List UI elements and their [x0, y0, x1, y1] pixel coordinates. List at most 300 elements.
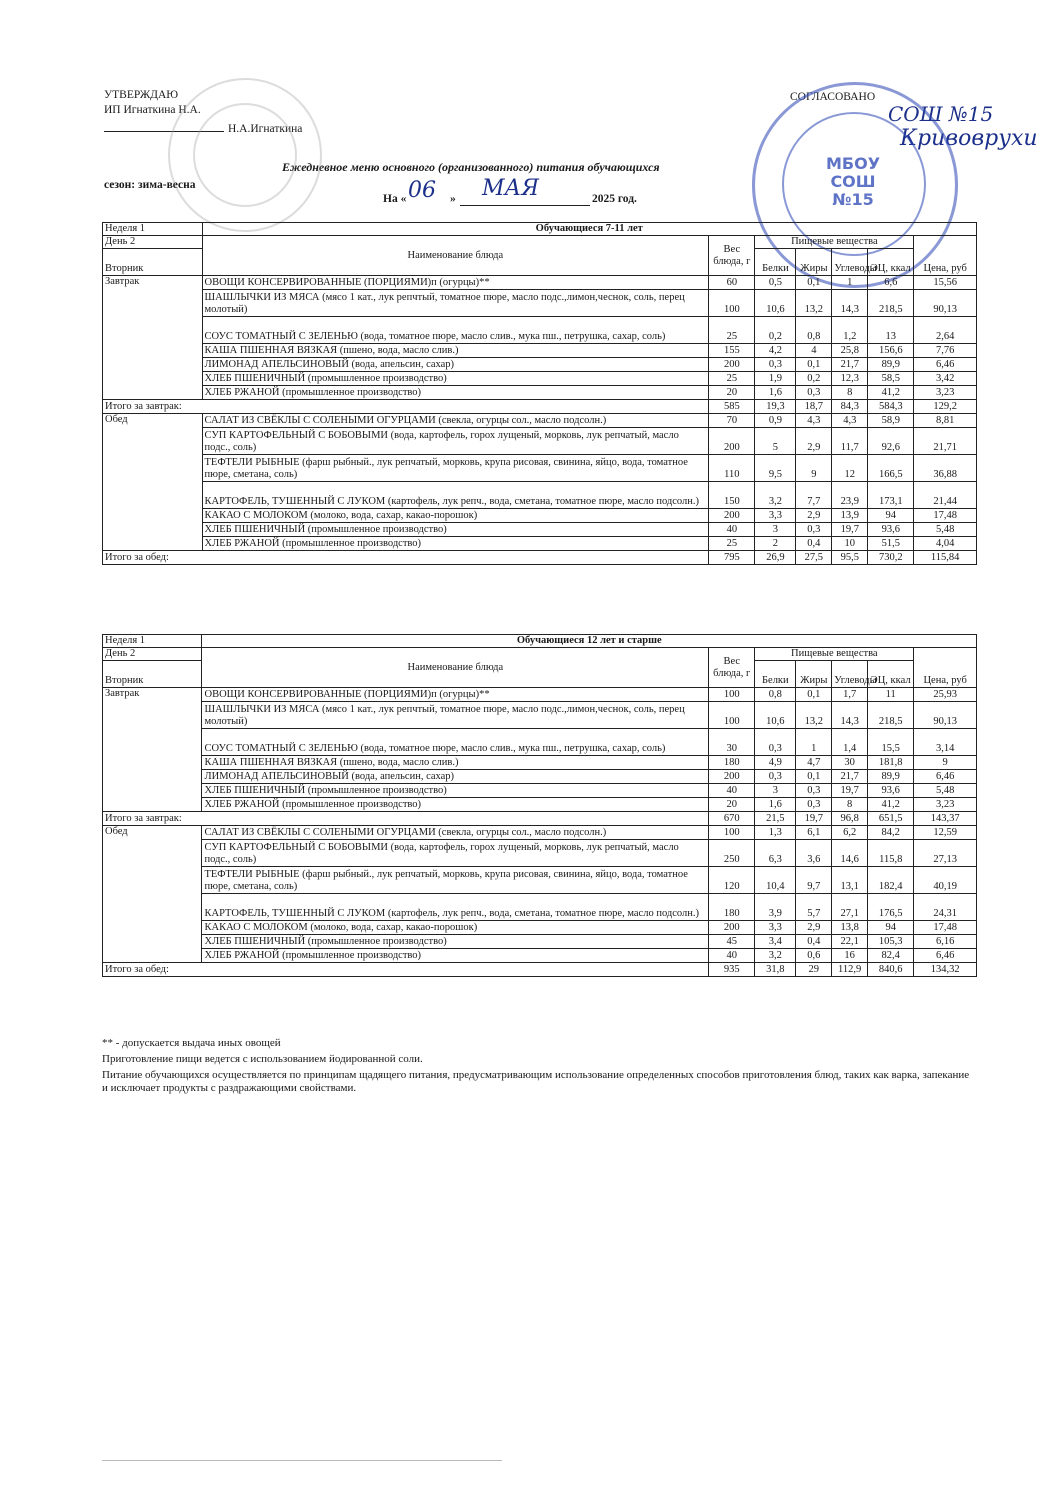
dish-value: 89,9: [868, 358, 914, 372]
dish-name: КАРТОФЕЛЬ, ТУШЕННЫЙ С ЛУКОМ (картофель, лук репч., вода, сметана, томатное пюре, масло подсолн.): [202, 894, 709, 921]
dish-value: 0,3: [796, 784, 832, 798]
header-energy: ЭЦ, ккал: [868, 661, 914, 688]
dish-value: 200: [709, 921, 755, 935]
dish-value: 2,9: [796, 509, 832, 523]
table-row-total: [103, 400, 977, 414]
dish-name: ОВОЩИ КОНСЕРВИРОВАННЫЕ (ПОРЦИЯМИ)п (огурцы)**: [202, 688, 709, 702]
header-weight: Вес блюда, г: [709, 236, 755, 276]
dish-value: 0,8: [755, 688, 796, 702]
header-protein: Белки: [755, 661, 796, 688]
dish-name: ХЛЕБ РЖАНОЙ (промышленное производство): [202, 386, 709, 400]
dish-value: 25: [709, 537, 755, 551]
dish-name: ХЛЕБ РЖАНОЙ (промышленное производство): [202, 798, 709, 812]
dish-value: 150: [709, 482, 755, 509]
dish-value: 41,2: [868, 798, 914, 812]
dish-value: 24,31: [914, 894, 977, 921]
dish-name: КАКАО С МОЛОКОМ (молоко, вода, сахар, какао-порошок): [202, 921, 709, 935]
table-row: [103, 756, 977, 770]
date-underline: [460, 205, 590, 206]
header-protein: Белки: [755, 249, 796, 276]
dish-value: 58,9: [868, 414, 914, 428]
table-row: [103, 648, 977, 661]
dish-value: 82,4: [868, 949, 914, 963]
dish-value: 200: [709, 428, 755, 455]
dish-value: 0,4: [796, 935, 832, 949]
dish-value: 6,46: [914, 770, 977, 784]
dish-name: ХЛЕБ РЖАНОЙ (промышленное производство): [202, 949, 709, 963]
total-value: 670: [709, 812, 755, 826]
dish-value: 16: [832, 949, 868, 963]
dish-value: 100: [709, 290, 755, 317]
approve-signer: Н.А.Игнаткина: [228, 123, 303, 135]
season-label: сезон: зима-весна: [104, 179, 196, 191]
table-row-total: [103, 812, 977, 826]
dish-name: ЛИМОНАД АПЕЛЬСИНОВЫЙ (вода, апельсин, сахар): [202, 358, 709, 372]
dish-value: 5,48: [914, 784, 977, 798]
total-value: 730,2: [868, 551, 914, 565]
dish-value: 45: [709, 935, 755, 949]
dish-value: 84,2: [868, 826, 914, 840]
total-label: Итого за завтрак:: [103, 812, 709, 826]
table-row: [103, 276, 977, 290]
dish-name: ШАШЛЫЧКИ ИЗ МЯСА (мясо 1 кат., лук репчтый, томатное пюре, масло подс.,лимон,чеснок, соль, перец молотый): [202, 702, 709, 729]
header-carbs: Углеводы: [832, 661, 868, 688]
total-value: 143,37: [914, 812, 977, 826]
dish-value: 3: [755, 523, 796, 537]
dish-value: 200: [709, 770, 755, 784]
table-row: [103, 358, 977, 372]
dish-value: 51,5: [868, 537, 914, 551]
table-row: [103, 509, 977, 523]
notes-block: [102, 1037, 972, 1095]
dish-value: 3,3: [755, 921, 796, 935]
dish-value: 100: [709, 688, 755, 702]
dish-value: 13: [868, 317, 914, 344]
weekday-label: Вторник: [103, 661, 202, 688]
header-price: Цена, руб: [914, 236, 977, 276]
dish-value: 1,6: [755, 386, 796, 400]
header-fat: Жиры: [796, 661, 832, 688]
dish-value: 1,9: [755, 372, 796, 386]
dish-value: 1,3: [755, 826, 796, 840]
table-row: [103, 688, 977, 702]
dish-value: 1: [796, 729, 832, 756]
dish-value: 100: [709, 826, 755, 840]
dish-name: ХЛЕБ РЖАНОЙ (промышленное производство): [202, 537, 709, 551]
dish-value: 6,3: [755, 840, 796, 867]
total-value: 115,84: [914, 551, 977, 565]
header-weight: Вес блюда, г: [709, 648, 755, 688]
menu-table-7-11: [102, 222, 977, 565]
page-bottom-rule: [102, 1460, 502, 1461]
total-value: 31,8: [755, 963, 796, 977]
dish-value: 3,4: [755, 935, 796, 949]
dish-name: КАША ПШЕННАЯ ВЯЗКАЯ (пшено, вода, масло слив.): [202, 756, 709, 770]
dish-value: 6,6: [868, 276, 914, 290]
document-title: Ежедневное меню основного (организованного) питания обучающихся: [282, 160, 660, 174]
dish-value: 10,4: [755, 867, 796, 894]
dish-name: СОУС ТОМАТНЫЙ С ЗЕЛЕНЬЮ (вода, томатное пюре, масло слив., мука пш., петрушка, сахар, соль): [202, 729, 709, 756]
date-line: [383, 192, 406, 206]
date-prefix: На «: [383, 193, 407, 205]
dish-value: 110: [709, 455, 755, 482]
week-label: Неделя 1: [103, 635, 202, 648]
header-energy: ЭЦ, ккал: [868, 249, 914, 276]
table-row: [103, 290, 977, 317]
dish-value: 2,64: [914, 317, 977, 344]
dish-name: ЛИМОНАД АПЕЛЬСИНОВЫЙ (вода, апельсин, сахар): [202, 770, 709, 784]
dish-value: 1: [832, 276, 868, 290]
date-mid: »: [450, 193, 456, 205]
dish-value: 6,16: [914, 935, 977, 949]
dish-value: 17,48: [914, 509, 977, 523]
dish-value: 14,6: [832, 840, 868, 867]
dish-value: 90,13: [914, 702, 977, 729]
approve-org: ИП Игнаткина Н.А.: [104, 104, 201, 116]
dish-value: 4,7: [796, 756, 832, 770]
dish-value: 0,3: [755, 770, 796, 784]
total-value: 129,2: [914, 400, 977, 414]
dish-name: ТЕФТЕЛИ РЫБНЫЕ (фарш рыбный., лук репчатый, морковь, крупа рисовая, свинина, яйцо, вода, томатное пюре, сметана, соль): [202, 455, 709, 482]
table-row: [103, 729, 977, 756]
dish-name: САЛАТ ИЗ СВЁКЛЫ С СОЛЕНЫМИ ОГУРЦАМИ (свекла, огурцы сол., масло подсолн.): [202, 414, 709, 428]
total-label: Итого за завтрак:: [103, 400, 709, 414]
dish-value: 0,4: [796, 537, 832, 551]
dish-value: 0,1: [796, 770, 832, 784]
dish-value: 90,13: [914, 290, 977, 317]
dish-value: 105,3: [868, 935, 914, 949]
meal-label: Завтрак: [103, 688, 202, 812]
table-row: [103, 770, 977, 784]
dish-value: 21,44: [914, 482, 977, 509]
dish-value: 3,23: [914, 386, 977, 400]
agreed-title: СОГЛАСОВАНО: [790, 91, 876, 103]
dish-value: 89,9: [868, 770, 914, 784]
approve-stamp-inner-ring: [193, 103, 297, 207]
dish-value: 13,2: [796, 290, 832, 317]
dish-value: 10,6: [755, 290, 796, 317]
table-row: [103, 935, 977, 949]
dish-value: 15,56: [914, 276, 977, 290]
header-carbs: Углеводы: [832, 249, 868, 276]
total-label: Итого за обед:: [103, 551, 709, 565]
dish-value: 21,71: [914, 428, 977, 455]
date-day: 06: [408, 178, 436, 203]
dish-value: 5,7: [796, 894, 832, 921]
meal-label: Обед: [103, 826, 202, 963]
group-title: Обучающиеся 12 лет и старше: [202, 635, 977, 648]
dish-value: 19,7: [832, 784, 868, 798]
dish-value: 7,76: [914, 344, 977, 358]
table-row: [103, 784, 977, 798]
total-value: 26,9: [755, 551, 796, 565]
dish-value: 25,93: [914, 688, 977, 702]
dish-value: 156,6: [868, 344, 914, 358]
table-row: [103, 428, 977, 455]
dish-value: 0,2: [796, 372, 832, 386]
dish-value: 200: [709, 358, 755, 372]
dish-value: 13,9: [832, 509, 868, 523]
dish-name: ХЛЕБ ПШЕНИЧНЫЙ (промышленное производство): [202, 935, 709, 949]
total-value: 21,5: [755, 812, 796, 826]
date-month: МАЯ: [482, 176, 539, 201]
dish-name: ОВОЩИ КОНСЕРВИРОВАННЫЕ (ПОРЦИЯМИ)п (огурцы)**: [202, 276, 709, 290]
dish-value: 6,2: [832, 826, 868, 840]
menu-table-12-plus: [102, 634, 977, 977]
dish-value: 166,5: [868, 455, 914, 482]
dish-value: 10,6: [755, 702, 796, 729]
dish-value: 2,9: [796, 428, 832, 455]
note-gentle-diet: Питание обучающихся осуществляется по принципам щадящего питания, предусматривающим использование определенных способов приготовления блюд, таких как варка, запекание и исключает продукты с раздражающими свойствами.: [102, 1069, 970, 1094]
dish-value: 1,6: [755, 798, 796, 812]
dish-value: 0,3: [755, 358, 796, 372]
dish-value: 92,6: [868, 428, 914, 455]
note-iodized-salt: Приготовление пищи ведется с использованием йодированной соли.: [102, 1053, 423, 1065]
date-suffix: 2025 год.: [592, 193, 637, 205]
total-value: 18,7: [796, 400, 832, 414]
day-label: День 2: [103, 236, 203, 249]
total-value: 27,5: [796, 551, 832, 565]
dish-name: СОУС ТОМАТНЫЙ С ЗЕЛЕНЬЮ (вода, томатное пюре, масло слив., мука пш., петрушка, сахар, соль): [202, 317, 709, 344]
note-vegetables: ** - допускается выдача иных овощей: [102, 1037, 281, 1049]
total-value: 19,3: [755, 400, 796, 414]
dish-value: 200: [709, 509, 755, 523]
dish-value: 20: [709, 386, 755, 400]
dish-value: 176,5: [868, 894, 914, 921]
dish-value: 218,5: [868, 702, 914, 729]
table-row: [103, 867, 977, 894]
dish-name: СУП КАРТОФЕЛЬНЫЙ С БОБОВЫМИ (вода, картофель, горох лущеный, морковь, лук репчатый, масло подс., соль): [202, 428, 709, 455]
dish-value: 40: [709, 949, 755, 963]
dish-value: 9,5: [755, 455, 796, 482]
dish-value: 0,1: [796, 688, 832, 702]
dish-value: 22,1: [832, 935, 868, 949]
approve-title: УТВЕРЖДАЮ: [104, 89, 179, 101]
dish-value: 4,3: [832, 414, 868, 428]
dish-value: 180: [709, 756, 755, 770]
total-value: 29: [796, 963, 832, 977]
dish-value: 25: [709, 317, 755, 344]
day-label: День 2: [103, 648, 202, 661]
dish-value: 30: [832, 756, 868, 770]
total-value: 95,5: [832, 551, 868, 565]
dish-value: 3,2: [755, 949, 796, 963]
table-row-total: [103, 963, 977, 977]
dish-value: 60: [709, 276, 755, 290]
dish-value: 27,13: [914, 840, 977, 867]
total-value: 134,32: [914, 963, 977, 977]
dish-value: 25: [709, 372, 755, 386]
dish-value: 21,7: [832, 770, 868, 784]
dish-value: 8: [832, 798, 868, 812]
dish-value: 13,2: [796, 702, 832, 729]
total-value: 112,9: [832, 963, 868, 977]
dish-value: 4: [796, 344, 832, 358]
dish-name: САЛАТ ИЗ СВЁКЛЫ С СОЛЕНЫМИ ОГУРЦАМИ (свекла, огурцы сол., масло подсолн.): [202, 826, 709, 840]
dish-value: 27,1: [832, 894, 868, 921]
dish-name: СУП КАРТОФЕЛЬНЫЙ С БОБОВЫМИ (вода, картофель, горох лущеный, морковь, лук репчатый, масло подс., соль): [202, 840, 709, 867]
dish-value: 0,6: [796, 949, 832, 963]
dish-value: 2: [755, 537, 796, 551]
group-title: Обучающиеся 7-11 лет: [202, 223, 977, 236]
dish-value: 1,7: [832, 688, 868, 702]
table-row: [103, 798, 977, 812]
dish-value: 3,42: [914, 372, 977, 386]
table-row: [103, 949, 977, 963]
dish-value: 9,7: [796, 867, 832, 894]
weekday-label: Вторник: [103, 249, 203, 276]
dish-value: 218,5: [868, 290, 914, 317]
dish-name: ХЛЕБ ПШЕНИЧНЫЙ (промышленное производство): [202, 523, 709, 537]
table-row: [103, 344, 977, 358]
table-row: [103, 223, 977, 236]
dish-value: 0,5: [755, 276, 796, 290]
dish-value: 11: [868, 688, 914, 702]
dish-value: 94: [868, 921, 914, 935]
dish-value: 5,48: [914, 523, 977, 537]
dish-value: 13,1: [832, 867, 868, 894]
dish-value: 8,81: [914, 414, 977, 428]
dish-value: 181,8: [868, 756, 914, 770]
table-row: [103, 702, 977, 729]
dish-value: 4,04: [914, 537, 977, 551]
header-fat: Жиры: [796, 249, 832, 276]
dish-value: 93,6: [868, 784, 914, 798]
dish-value: 0,8: [796, 317, 832, 344]
dish-value: 6,46: [914, 949, 977, 963]
header-nutrients: Пищевые вещества: [755, 648, 914, 661]
dish-value: 41,2: [868, 386, 914, 400]
dish-value: 0,1: [796, 358, 832, 372]
dish-value: 25,8: [832, 344, 868, 358]
dish-value: 9: [796, 455, 832, 482]
dish-value: 100: [709, 702, 755, 729]
dish-value: 0,9: [755, 414, 796, 428]
dish-value: 3,14: [914, 729, 977, 756]
header-dish: Наименование блюда: [202, 648, 709, 688]
dish-value: 0,3: [796, 798, 832, 812]
table-row: [103, 894, 977, 921]
dish-value: 12,59: [914, 826, 977, 840]
dish-value: 4,9: [755, 756, 796, 770]
dish-value: 36,88: [914, 455, 977, 482]
table-row: [103, 482, 977, 509]
agreed-handwritten-school: СОШ №15: [888, 102, 994, 126]
table-row: [103, 414, 977, 428]
dish-value: 115,8: [868, 840, 914, 867]
week-label: Неделя 1: [103, 223, 203, 236]
dish-name: ТЕФТЕЛИ РЫБНЫЕ (фарш рыбный., лук репчатый, морковь, крупа рисовая, свинина, яйцо, вода, томатное пюре, сметана, соль): [202, 867, 709, 894]
dish-value: 12,3: [832, 372, 868, 386]
dish-value: 17,48: [914, 921, 977, 935]
dish-value: 3,9: [755, 894, 796, 921]
table-row: [103, 455, 977, 482]
dish-value: 40: [709, 523, 755, 537]
total-value: 84,3: [832, 400, 868, 414]
dish-value: 1,4: [832, 729, 868, 756]
meal-label: Обед: [103, 414, 203, 551]
header-dish: Наименование блюда: [202, 236, 709, 276]
dish-value: 6,1: [796, 826, 832, 840]
header-price: Цена, руб: [914, 648, 977, 688]
dish-value: 3: [755, 784, 796, 798]
table-row: [103, 537, 977, 551]
dish-value: 182,4: [868, 867, 914, 894]
dish-value: 15,5: [868, 729, 914, 756]
total-value: 584,3: [868, 400, 914, 414]
dish-value: 173,1: [868, 482, 914, 509]
dish-value: 13,8: [832, 921, 868, 935]
total-value: 795: [709, 551, 755, 565]
dish-value: 6,46: [914, 358, 977, 372]
dish-value: 9: [914, 756, 977, 770]
table-row: [103, 317, 977, 344]
dish-value: 0,1: [796, 276, 832, 290]
dish-value: 20: [709, 798, 755, 812]
dish-value: 2,9: [796, 921, 832, 935]
dish-value: 250: [709, 840, 755, 867]
table-row: [103, 921, 977, 935]
dish-value: 0,3: [796, 386, 832, 400]
table-row: [103, 236, 977, 249]
table-row: [103, 386, 977, 400]
table-row: [103, 840, 977, 867]
dish-value: 5: [755, 428, 796, 455]
dish-value: 94: [868, 509, 914, 523]
dish-name: КАРТОФЕЛЬ, ТУШЕННЫЙ С ЛУКОМ (картофель, лук репч., вода, сметана, томатное пюре, масло подсолн.): [202, 482, 709, 509]
dish-value: 4,2: [755, 344, 796, 358]
agreed-handwritten-signature: Кривоврухи: [900, 126, 1038, 151]
school-stamp-text: МБОУ СОШ №15: [825, 154, 881, 209]
table-row: [103, 826, 977, 840]
total-value: 651,5: [868, 812, 914, 826]
total-value: 585: [709, 400, 755, 414]
dish-name: ШАШЛЫЧКИ ИЗ МЯСА (мясо 1 кат., лук репчтый, томатное пюре, масло подс.,лимон,чеснок, соль, перец молотый): [202, 290, 709, 317]
dish-value: 10: [832, 537, 868, 551]
header-nutrients: Пищевые вещества: [755, 236, 914, 249]
dish-value: 11,7: [832, 428, 868, 455]
table-row: [103, 372, 977, 386]
dish-value: 3,3: [755, 509, 796, 523]
dish-value: 0,3: [755, 729, 796, 756]
dish-value: 3,2: [755, 482, 796, 509]
dish-value: 1,2: [832, 317, 868, 344]
dish-name: ХЛЕБ ПШЕНИЧНЫЙ (промышленное производство): [202, 372, 709, 386]
meal-label: Завтрак: [103, 276, 203, 400]
dish-value: 180: [709, 894, 755, 921]
dish-value: 120: [709, 867, 755, 894]
dish-name: ХЛЕБ ПШЕНИЧНЫЙ (промышленное производство): [202, 784, 709, 798]
dish-value: 3,6: [796, 840, 832, 867]
dish-value: 0,3: [796, 523, 832, 537]
dish-value: 23,9: [832, 482, 868, 509]
dish-value: 3,23: [914, 798, 977, 812]
dish-value: 21,7: [832, 358, 868, 372]
dish-value: 30: [709, 729, 755, 756]
total-value: 19,7: [796, 812, 832, 826]
dish-value: 4,3: [796, 414, 832, 428]
dish-name: КАША ПШЕННАЯ ВЯЗКАЯ (пшено, вода, масло слив.): [202, 344, 709, 358]
dish-value: 14,3: [832, 290, 868, 317]
dish-value: 12: [832, 455, 868, 482]
total-value: 840,6: [868, 963, 914, 977]
dish-value: 155: [709, 344, 755, 358]
dish-value: 7,7: [796, 482, 832, 509]
total-label: Итого за обед:: [103, 963, 709, 977]
dish-value: 93,6: [868, 523, 914, 537]
dish-value: 8: [832, 386, 868, 400]
dish-value: 58,5: [868, 372, 914, 386]
